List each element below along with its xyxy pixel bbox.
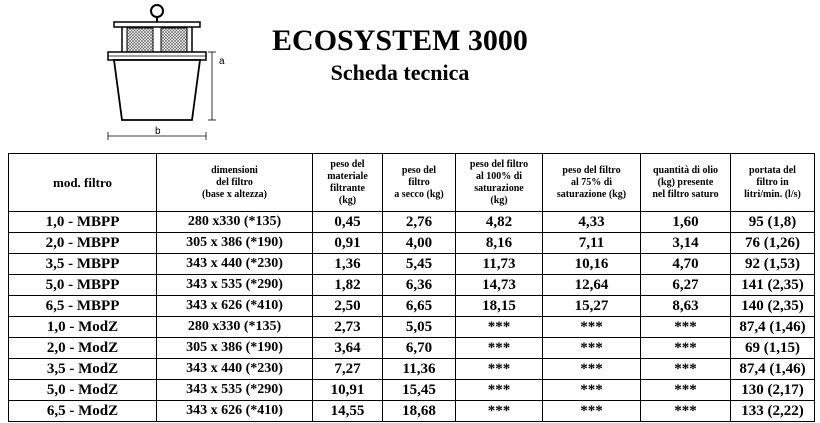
header-model <box>9 154 157 212</box>
cell-model: 6,5 - MBPP <box>9 296 157 317</box>
cell-model: 1,0 - ModZ <box>9 317 157 338</box>
cell-oil-quantity: *** <box>641 401 731 422</box>
cell-dry-weight: 6,36 <box>383 275 456 296</box>
cell-dry-weight: 11,36 <box>383 359 456 380</box>
header-dimensions <box>157 154 313 212</box>
cell-saturated-75-weight: *** <box>543 338 641 359</box>
cell-oil-quantity: 6,27 <box>641 275 731 296</box>
cell-oil-quantity: *** <box>641 359 731 380</box>
cell-material-weight: 0,45 <box>313 212 383 233</box>
cell-dry-weight: 5,45 <box>383 254 456 275</box>
cell-saturated-100-weight: *** <box>456 380 543 401</box>
cell-saturated-75-weight: 15,27 <box>543 296 641 317</box>
cell-dry-weight: 2,76 <box>383 212 456 233</box>
cell-oil-quantity: 3,14 <box>641 233 731 254</box>
cell-flow-rate: 133 (2,22) <box>731 401 815 422</box>
cell-material-weight: 1,82 <box>313 275 383 296</box>
header-line: peso del <box>401 164 437 176</box>
cell-dimensions: 343 x 535 (*290) <box>157 275 313 296</box>
cell-saturated-100-weight: *** <box>456 359 543 380</box>
header-line: (kg) <box>338 194 357 206</box>
header-line: filtro <box>408 176 430 188</box>
header-line: quantità di olio <box>652 164 719 176</box>
cell-dry-weight: 6,70 <box>383 338 456 359</box>
table-row <box>9 317 815 338</box>
cell-dimensions: 280 x330 (*135) <box>157 317 313 338</box>
cell-flow-rate: 87,4 (1,46) <box>731 317 815 338</box>
header-line: filtro in <box>756 176 789 188</box>
cell-saturated-75-weight: 10,16 <box>543 254 641 275</box>
header-material-weight <box>313 154 383 212</box>
header-line: nel filtro saturo <box>652 188 719 200</box>
cell-material-weight: 14,55 <box>313 401 383 422</box>
table-row <box>9 338 815 359</box>
cell-saturated-75-weight: *** <box>543 401 641 422</box>
table-row <box>9 275 815 296</box>
header-flow-rate <box>731 154 815 212</box>
table-row <box>9 296 815 317</box>
header-line: peso del filtro <box>469 158 529 170</box>
table-body <box>9 212 815 422</box>
table-header-row <box>9 154 815 212</box>
cell-model: 2,0 - ModZ <box>9 338 157 359</box>
cell-model: 2,0 - MBPP <box>9 233 157 254</box>
filter-diagram <box>100 2 230 144</box>
cell-material-weight: 2,50 <box>313 296 383 317</box>
header-dry-weight <box>383 154 456 212</box>
cell-dimensions: 343 x 626 (*410) <box>157 296 313 317</box>
cell-dry-weight: 18,68 <box>383 401 456 422</box>
cell-dry-weight: 5,05 <box>383 317 456 338</box>
cell-saturated-100-weight: 4,82 <box>456 212 543 233</box>
cell-dimensions: 343 x 535 (*290) <box>157 380 313 401</box>
cell-oil-quantity: *** <box>641 380 731 401</box>
page-subtitle: Scheda tecnica <box>330 60 470 85</box>
cell-flow-rate: 92 (1,53) <box>731 254 815 275</box>
cell-dry-weight: 6,65 <box>383 296 456 317</box>
cell-flow-rate: 130 (2,17) <box>731 380 815 401</box>
cell-dimensions: 343 x 626 (*410) <box>157 401 313 422</box>
header-line: (base x altezza) <box>202 188 267 200</box>
cell-flow-rate: 141 (2,35) <box>731 275 815 296</box>
cell-dry-weight: 15,45 <box>383 380 456 401</box>
cell-dimensions: 343 x 440 (*230) <box>157 359 313 380</box>
cell-flow-rate: 76 (1,26) <box>731 233 815 254</box>
cell-saturated-100-weight: *** <box>456 401 543 422</box>
cell-material-weight: 7,27 <box>313 359 383 380</box>
cell-saturated-75-weight: 4,33 <box>543 212 641 233</box>
cell-flow-rate: 87,4 (1,46) <box>731 359 815 380</box>
cell-oil-quantity: 1,60 <box>641 212 731 233</box>
cell-saturated-75-weight: *** <box>543 317 641 338</box>
cell-saturated-100-weight: 14,73 <box>456 275 543 296</box>
cell-dry-weight: 4,00 <box>383 233 456 254</box>
header-line: mod. filtro <box>53 174 112 190</box>
cell-saturated-100-weight: 11,73 <box>456 254 543 275</box>
table-row <box>9 212 815 233</box>
spec-table <box>8 153 815 422</box>
cell-material-weight: 10,91 <box>313 380 383 401</box>
table-row <box>9 359 815 380</box>
table-row <box>9 233 815 254</box>
cell-saturated-100-weight: 18,15 <box>456 296 543 317</box>
header-line: (kg) <box>490 194 508 206</box>
cell-material-weight: 3,64 <box>313 338 383 359</box>
cell-saturated-75-weight: 7,11 <box>543 233 641 254</box>
cell-model: 3,5 - MBPP <box>9 254 157 275</box>
table-row <box>9 380 815 401</box>
header-line: saturazione (kg) <box>556 188 627 200</box>
header-line: peso del <box>330 158 365 170</box>
header-line: litri/min. (l/s) <box>744 188 801 200</box>
header-saturated-75-weight <box>543 154 641 212</box>
cell-dimensions: 305 x 386 (*190) <box>157 233 313 254</box>
cell-flow-rate: 140 (2,35) <box>731 296 815 317</box>
cell-flow-rate: 69 (1,15) <box>731 338 815 359</box>
cell-saturated-75-weight: *** <box>543 380 641 401</box>
header-saturated-100-weight <box>456 154 543 212</box>
cell-model: 3,5 - ModZ <box>9 359 157 380</box>
cell-dimensions: 280 x330 (*135) <box>157 212 313 233</box>
header-line: filtrante <box>330 182 365 194</box>
width-label: b <box>155 126 161 137</box>
header-line: saturazione <box>474 182 524 194</box>
cell-material-weight: 2,73 <box>313 317 383 338</box>
page-title: ECOSYSTEM 3000 <box>272 24 528 57</box>
cell-saturated-100-weight: 8,16 <box>456 233 543 254</box>
cell-dimensions: 305 x 386 (*190) <box>157 338 313 359</box>
header-line: al 75% di <box>570 176 613 188</box>
header-line: peso del filtro <box>562 164 621 176</box>
cell-saturated-100-weight: *** <box>456 317 543 338</box>
cell-model: 6,5 - ModZ <box>9 401 157 422</box>
table-row <box>9 401 815 422</box>
cell-oil-quantity: 4,70 <box>641 254 731 275</box>
height-label: a <box>219 56 225 67</box>
header-line: dimensioni <box>211 164 258 176</box>
header-line: al 100% di <box>475 170 523 182</box>
header-line: a secco (kg) <box>394 188 444 200</box>
header-line: materiale <box>327 170 368 182</box>
cell-dimensions: 343 x 440 (*230) <box>157 254 313 275</box>
cell-oil-quantity: *** <box>641 338 731 359</box>
cell-flow-rate: 95 (1,8) <box>731 212 815 233</box>
cell-material-weight: 1,36 <box>313 254 383 275</box>
header-line: (kg) presente <box>657 176 714 188</box>
header-line: del filtro <box>216 176 253 188</box>
cell-oil-quantity: 8,63 <box>641 296 731 317</box>
cell-model: 5,0 - MBPP <box>9 275 157 296</box>
cell-saturated-75-weight: 12,64 <box>543 275 641 296</box>
header-oil-quantity <box>641 154 731 212</box>
cell-saturated-100-weight: *** <box>456 338 543 359</box>
table-row <box>9 254 815 275</box>
cell-oil-quantity: *** <box>641 317 731 338</box>
cell-model: 5,0 - ModZ <box>9 380 157 401</box>
cell-material-weight: 0,91 <box>313 233 383 254</box>
cell-model: 1,0 - MBPP <box>9 212 157 233</box>
header-line: portata del <box>749 164 796 176</box>
cell-saturated-75-weight: *** <box>543 359 641 380</box>
